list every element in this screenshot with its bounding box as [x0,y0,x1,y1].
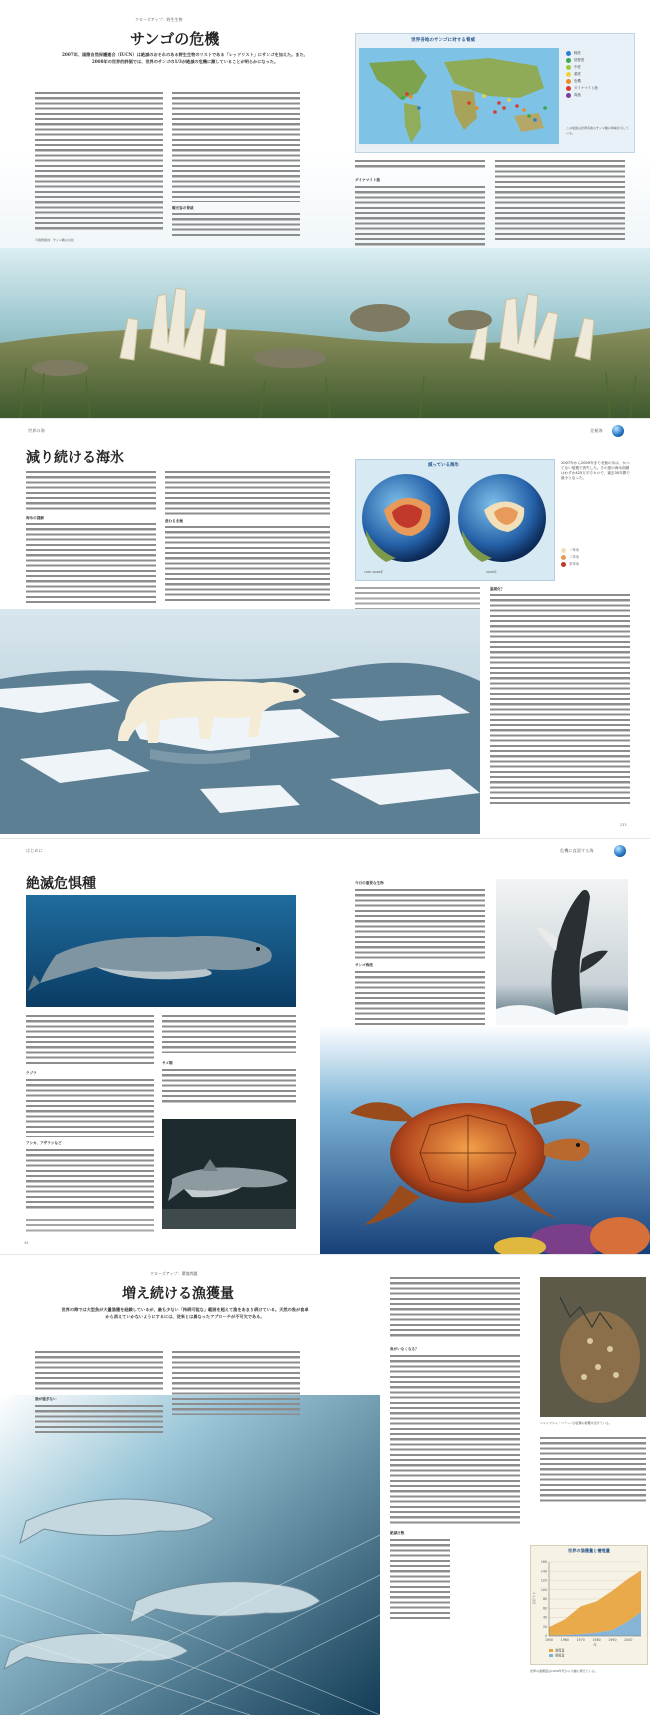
body-column [490,594,630,804]
humpback-whale-photo [496,879,628,1029]
legend-swatch [561,562,566,567]
x-tick-label: 1980 [592,1638,601,1642]
legend-item [561,547,631,554]
subhead: ダイナマイト漁 [355,178,381,182]
page-title: 減り続ける海氷 [26,450,124,466]
spread-endangered [0,838,650,1255]
legend-item [566,64,628,71]
sturgeon-photo [162,1119,296,1229]
photo-caption: ニシンマシャ・コラーバが混獲の影響を受けている。 [540,1421,612,1425]
fish-net-photo [0,1395,380,1715]
subhead: クジラ [26,1071,37,1075]
legend-label: 漁獲量 [555,1648,565,1653]
body-column [355,160,485,170]
running-head: 世界の海 [28,428,45,433]
y-axis-label: 百万トン [532,1591,536,1605]
bycatch-photo [540,1277,646,1417]
body-column [172,1351,300,1415]
legend-swatch [566,93,571,98]
map-legend [566,50,628,99]
ice-legend [561,547,631,568]
panel-title: 減っている海氷 [428,463,459,468]
spread-coral [0,0,650,418]
legend-swatch [566,72,571,77]
legend-swatch [566,79,571,84]
page-title: サンゴの危機 [130,30,220,48]
coral-reef-photo [0,248,650,418]
body-column [390,1355,520,1525]
legend-swatch [566,65,571,70]
body-column [162,1069,296,1105]
x-tick-label: 2000 [624,1638,633,1642]
legend-label: ダイナマイト漁 [574,86,598,90]
body-column [162,1015,296,1053]
polar-bear-photo [0,609,480,834]
body-column [35,1351,163,1391]
legend-item [566,78,628,85]
y-tick-label: 40 [542,1615,547,1620]
legend-label: 多年氷 [569,562,580,566]
globe-year-label: 1987-2008年 [364,570,384,574]
y-tick-label: 20 [542,1624,547,1629]
legend-label: 一年氷 [569,548,580,552]
x-tick-label: 1950 [544,1638,554,1642]
subhead: 絶滅日数 [390,1531,405,1535]
legend-swatch [566,86,571,91]
map-title: 世界各地のサンゴに対する脅威 [411,38,476,43]
running-head: 北極海 [590,428,603,433]
page-number: 34 [24,1241,29,1245]
body-column [390,1277,520,1337]
legend-label: 養殖量 [555,1653,565,1658]
running-head: 危機に直面する海 [560,848,594,853]
legend-label: 重度 [574,72,581,76]
legend-item [561,561,631,568]
legend-swatch [566,51,571,56]
subhead: 海氷の謎解 [26,516,44,520]
body-column [26,471,156,511]
y-tick-label: 80 [542,1597,547,1602]
body-column [355,889,485,959]
kicker: クローズアップ：野生生物 [135,17,183,22]
footnote [26,1219,154,1233]
x-tick-label: 1970 [576,1638,585,1642]
body-column [355,971,485,1031]
footnote: ※画像提供：サンゴ礁の白化 [35,238,74,242]
subhead: 今日の重要な生物 [355,881,384,885]
sea-ice-panel [355,459,555,581]
y-tick-label: 120 [540,1578,547,1583]
spread-fishing [0,1254,650,1715]
x-tick-label: 1960 [560,1638,569,1642]
y-tick-label: 0 [544,1634,547,1639]
body-column [35,92,163,232]
subhead: 進むる北極 [165,519,183,523]
lead-text: 世界の海では大型魚が大量漁獲を経験しているが、最も少ない「持続可能な」範囲を超えて漁をあまり続けている。天然の魚が食卓から消えていかないようにするには、従来とは異なったアプローチが不可欠である。 [61,1307,309,1319]
subhead: 温暖化？ [490,587,505,591]
x-tick-label: 1990 [608,1638,617,1642]
subhead: サンゴ海流 [355,963,373,967]
page-title: 増え続ける漁獲量 [122,1286,234,1302]
monk-seal-photo [26,895,296,1007]
subhead: サメ類 [162,1061,173,1065]
body-column [390,1539,450,1619]
legend-item [566,85,628,92]
globe-year-label: 2008年 [486,570,497,574]
kicker: クローズアップ：環境問題 [150,1271,198,1276]
world-map [359,48,559,148]
lead-text: 2007年、国際自然保護連合（IUCN）は絶滅のおそれのある野生生物のリストである「レッドリスト」にサンゴを加えた。また、2008年の世界的評価では、世界のサンゴの1/3が絶滅の危機に瀕していることが明らかになった。 [62,52,308,64]
running-head: はじめに [26,848,43,853]
y-tick-label: 100 [540,1587,547,1592]
legend-item [561,554,631,561]
body-column [495,160,625,240]
chart-caption: 世界の漁獲量は1950年代から大幅に増えている。 [530,1669,598,1673]
x-axis-label: 年 [593,1643,597,1647]
map-caption: この地図は世界各地のサンゴ礁の脅威を示している。 [566,126,629,135]
body-column [172,92,300,202]
legend-label: 毒漁 [574,93,581,97]
body-column [35,1405,163,1435]
body-column [540,1437,646,1503]
page-number: 233 [620,823,627,827]
body-column [165,526,330,602]
y-tick-label: 160 [540,1560,547,1565]
legend-swatch [561,548,566,553]
legend-item [566,92,628,99]
legend-swatch [549,1649,553,1652]
globe-icon [612,425,624,437]
body-column [26,523,156,603]
sea-turtle-photo [320,1025,650,1255]
legend-swatch [549,1654,553,1657]
catch-chart [531,1556,647,1662]
body-column [172,213,300,239]
legend-item [566,57,628,64]
y-tick-label: 60 [542,1606,547,1611]
body-column [26,1149,154,1211]
subhead: 漁が過ぎない [35,1397,57,1401]
body-column [165,471,330,515]
y-tick-label: 140 [540,1569,547,1574]
subhead: 観光客の脅威 [172,206,194,210]
legend-label: 軽度 [574,51,581,55]
legend-label: 低程度 [574,58,585,62]
subhead: 魚がいなくなる？ [390,1347,419,1351]
legend-swatch [566,58,571,63]
body-column [26,1015,154,1067]
info-box: 2007年から2009年まで北極の氷は、かつてない規模で消失した。その夏の海氷面積はわずか425万平方キロで、過去30年間で最小となった。 [561,461,630,480]
legend-item [566,50,628,57]
page-title: 絶滅危惧種 [26,876,96,892]
body-column [355,186,485,254]
legend-item [566,71,628,78]
legend-swatch [561,555,566,560]
legend-label: 二年氷 [569,555,580,559]
legend-label: 危機 [574,79,581,83]
spread-sea-ice [0,418,650,839]
subhead: アシカ、アザラシなど [26,1141,62,1145]
globe-icon [614,845,626,857]
threat-map-panel [355,33,635,153]
chart-title: 世界の漁獲量と養殖量 [568,1548,610,1553]
arctic-globes [356,470,554,570]
catch-chart-panel [530,1545,648,1665]
body-column [26,1079,154,1137]
legend-label: 中度 [574,65,581,69]
